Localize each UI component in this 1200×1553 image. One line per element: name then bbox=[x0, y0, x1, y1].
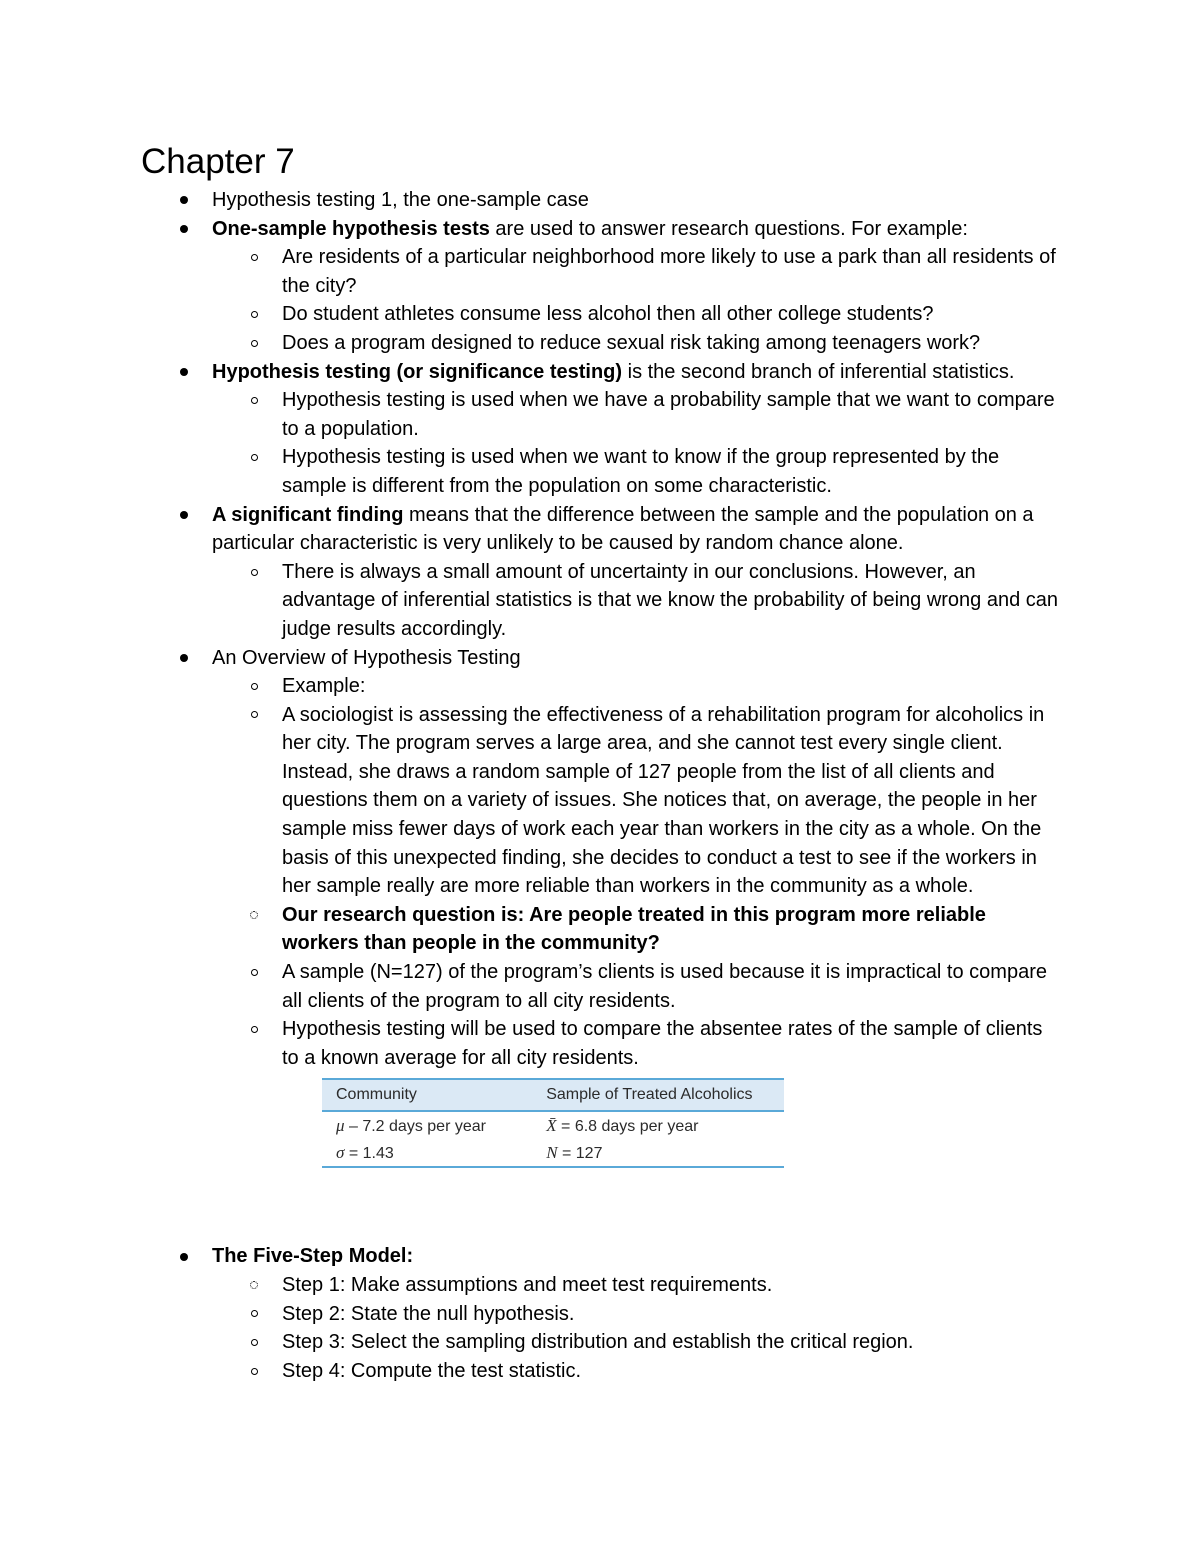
item-text: Step 1: Make assumptions and meet test requirements. bbox=[282, 1274, 773, 1296]
bullet-circle-icon bbox=[247, 386, 261, 415]
stats-figure bbox=[0, 1072, 1200, 1242]
stats-table-row bbox=[322, 1139, 784, 1167]
sub-list-item bbox=[0, 300, 1200, 329]
item-text: Step 3: Select the sampling distribution and establish the critical region. bbox=[282, 1331, 914, 1354]
bullet-dotted-circle-icon bbox=[247, 1271, 261, 1300]
sub-list-item bbox=[0, 243, 1200, 300]
sub-list-item bbox=[0, 958, 1200, 1015]
stats-header-community: Community bbox=[322, 1079, 512, 1111]
stats-table-header-row bbox=[322, 1079, 784, 1111]
item-text: Do student athletes consume less alcohol then all other college students? bbox=[282, 303, 934, 326]
bullet-circle-icon bbox=[247, 443, 261, 472]
stats-cell-text: – 7.2 days per year bbox=[344, 1117, 486, 1135]
stats-cell-sigma bbox=[322, 1139, 512, 1167]
item-text: Does a program designed to reduce sexual risk taking among teenagers work? bbox=[282, 331, 981, 354]
sub-list-item bbox=[0, 1328, 1200, 1357]
stats-cell-text: = 6.8 days per year bbox=[556, 1117, 699, 1135]
item-text: A sample (N=127) of the program’s clients is used because it is impractical to compare all clients of the program to all city residents. bbox=[282, 961, 1047, 1012]
sub-list-item bbox=[0, 1357, 1200, 1386]
stats-cell-xbar bbox=[512, 1111, 784, 1139]
list-item bbox=[0, 644, 1200, 673]
item-text: Are residents of a particular neighborhood more likely to use a park than all residents of the city? bbox=[282, 246, 1056, 297]
sub-list-item bbox=[0, 329, 1200, 358]
bold-term: The Five-Step Model: bbox=[212, 1245, 414, 1268]
stats-cell-text: = 127 bbox=[557, 1144, 603, 1162]
stats-table bbox=[322, 1078, 784, 1168]
list-item bbox=[0, 186, 1200, 215]
list-item bbox=[0, 215, 1200, 244]
item-text: Hypothesis testing 1, the one-sample case bbox=[212, 189, 589, 211]
item-text: Step 2: State the null hypothesis. bbox=[282, 1302, 575, 1325]
stats-cell-n bbox=[512, 1139, 784, 1167]
bullet-list-five-step bbox=[0, 1242, 1200, 1385]
bold-term: Our research question is: Are people treated in this program more reliable workers than people in the community? bbox=[282, 903, 986, 955]
bullet-dot-icon bbox=[177, 501, 191, 530]
item-text: There is always a small amount of uncertainty in our conclusions. However, an advantage of inferential statistics is that we know the probability of being wrong and can judge results accordingly. bbox=[282, 560, 1059, 640]
item-text: are used to answer research questions. For example: bbox=[489, 217, 968, 240]
sigma-symbol: σ bbox=[336, 1142, 345, 1162]
sub-list-item bbox=[0, 1271, 1200, 1300]
bullet-dot-icon bbox=[177, 358, 191, 387]
sub-list-item bbox=[0, 672, 1200, 701]
list-item bbox=[0, 1242, 1200, 1271]
stats-cell-mu bbox=[322, 1111, 512, 1139]
bullet-circle-icon bbox=[247, 1328, 261, 1357]
sub-list-item bbox=[0, 558, 1200, 644]
bold-term: Hypothesis testing (or significance testing) bbox=[212, 360, 623, 383]
bullet-circle-icon bbox=[247, 958, 261, 987]
bullet-circle-icon bbox=[247, 672, 261, 701]
bullet-dot-icon bbox=[177, 215, 191, 244]
sub-list-item bbox=[0, 443, 1200, 500]
stats-cell-text: = 1.43 bbox=[344, 1144, 394, 1162]
stats-header-sample: Sample of Treated Alcoholics bbox=[512, 1079, 784, 1111]
bullet-dot-icon bbox=[177, 1242, 191, 1271]
list-item bbox=[0, 501, 1200, 558]
sub-list-item bbox=[0, 1300, 1200, 1329]
item-text: Hypothesis testing will be used to compare the absentee rates of the sample of clients to a known average for all city residents. bbox=[282, 1018, 1043, 1069]
bullet-list bbox=[0, 186, 1200, 1072]
bullet-circle-icon bbox=[247, 558, 261, 587]
bullet-circle-icon bbox=[247, 701, 261, 730]
sub-list-item bbox=[0, 386, 1200, 443]
bullet-dotted-circle-icon bbox=[247, 901, 261, 930]
mu-symbol: μ bbox=[336, 1115, 345, 1135]
sub-list-item bbox=[0, 701, 1200, 901]
bullet-circle-icon bbox=[247, 329, 261, 358]
bullet-circle-icon bbox=[247, 300, 261, 329]
bullet-circle-icon bbox=[247, 1300, 261, 1329]
sub-list-item bbox=[0, 901, 1200, 958]
list-item bbox=[0, 358, 1200, 387]
n-symbol: N bbox=[546, 1142, 558, 1162]
item-text: Example: bbox=[282, 675, 366, 698]
item-text: is the second branch of inferential statistics. bbox=[622, 360, 1015, 383]
bullet-dot-icon bbox=[177, 186, 191, 215]
item-text: An Overview of Hypothesis Testing bbox=[212, 646, 521, 669]
bullet-circle-icon bbox=[247, 243, 261, 272]
item-text: means that the difference between the sample and the population on a particular characteristic is very unlikely to be caused by random chance alone. bbox=[212, 503, 1034, 555]
sub-list-item bbox=[0, 1015, 1200, 1072]
item-text: Hypothesis testing is used when we want to know if the group represented by the sample is different from the population on some characteristic. bbox=[282, 446, 1000, 497]
bold-term: A significant finding bbox=[212, 503, 404, 526]
item-text: A sociologist is assessing the effectiveness of a rehabilitation program for alcoholics in her city. The program serves a large area, and she cannot test every single client. Instead, she draws a random sample of 127 people from the list of all clients and questions them on a variety of issues. She notices that, on average, the people in her sample miss fewer days of work each year than workers in the city as a whole. On the basis of this unexpected finding, she decides to conduct a test to see if the workers in her sample really are more reliable than workers in the community as a whole. bbox=[282, 703, 1045, 898]
document-body bbox=[0, 186, 1200, 1385]
bullet-circle-icon bbox=[247, 1357, 261, 1386]
chapter-heading: Chapter 7 bbox=[141, 142, 295, 181]
bullet-dot-icon bbox=[177, 644, 191, 673]
stats-table-row bbox=[322, 1111, 784, 1139]
item-text: Step 4: Compute the test statistic. bbox=[282, 1359, 582, 1382]
item-text: Hypothesis testing is used when we have a probability sample that we want to compare to a population. bbox=[282, 389, 1055, 440]
xbar-symbol: X̄ bbox=[546, 1115, 557, 1135]
bullet-circle-icon bbox=[247, 1015, 261, 1044]
bold-term: One-sample hypothesis tests bbox=[212, 217, 490, 240]
